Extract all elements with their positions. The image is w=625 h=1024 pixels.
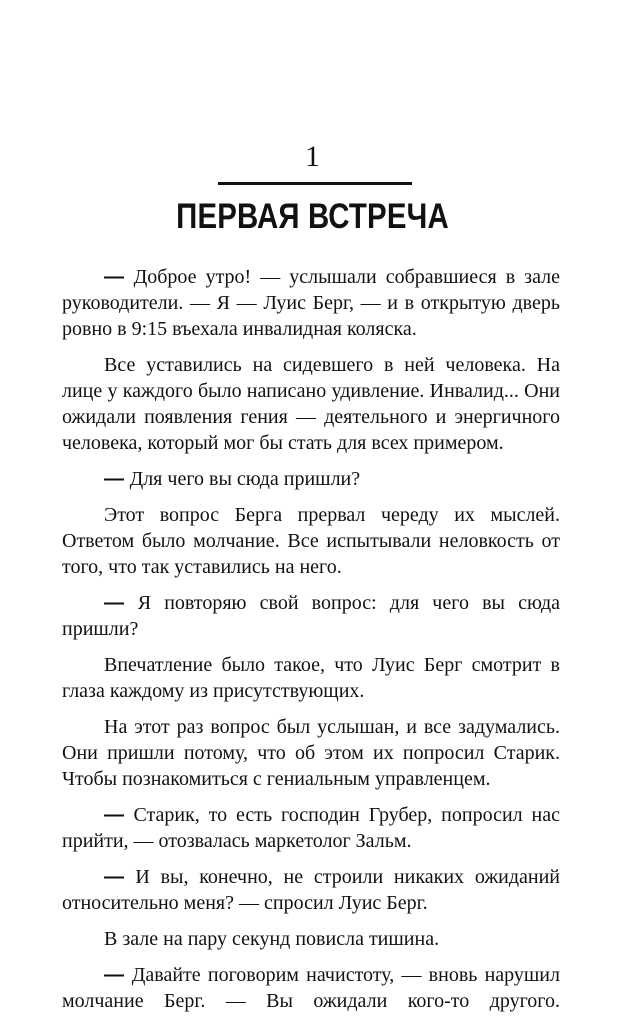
dialogue-dash: — [104,592,138,614]
paragraph [62,590,560,642]
paragraph-text: Доброе утро! — услышали собравшиеся в зале руководители. — Я — Луис Берг, — и в открытую дверь ровно в 9:15 въехала инвалидная коляска. [62,266,560,340]
paragraph [62,714,560,792]
paragraph [62,864,560,916]
paragraph [62,652,560,704]
paragraph-text: Этот вопрос Берга прервал череду их мыслей. Ответом было молчание. Все испытывали неловкость от того, что так уставились на него. [62,504,560,578]
paragraph-text: Старик, то есть господин Грубер, попросил нас прийти, — отозвалась маркетолог Зальм. [62,804,560,852]
dialogue-dash: — [104,266,134,288]
paragraph [62,926,560,952]
paragraph [62,962,560,1014]
dialogue-dash: — [104,866,136,888]
paragraph-text: Впечатление было такое, что Луис Берг смотрит в глаза каждому из присутствующих. [62,654,560,702]
chapter-body [62,264,560,1024]
dialogue-dash: — [104,804,134,826]
paragraph-text: И вы, конечно, не строили никаких ожиданий относительно меня? — спросил Луис Берг. [62,866,561,914]
paragraph [62,466,560,492]
paragraph-text: Для чего вы сюда пришли? [129,468,361,490]
paragraph [62,352,560,456]
paragraph-text: Давайте поговорим начистоту, — вновь нарушил молчание Берг. — Вы ожидали кого-то другого. [62,964,560,1012]
paragraph-text: На этот раз вопрос был услышан, и все задумались. Они пришли потому, что об этом их попросил Старик. Чтобы познакомиться с гениальным управленцем. [62,716,560,790]
chapter-divider [218,182,412,185]
dialogue-dash: — [104,468,130,490]
chapter-number: 1 [305,140,320,173]
paragraph [62,502,560,580]
paragraph-text: Я повторяю свой вопрос: для чего вы сюда пришли? [62,592,560,640]
paragraph-text: Все уставились на сидевшего в ней человека. На лице у каждого было написано удивление. Инвалид... Они ожидали появления гения — деятельного и энергичного человека, который мог бы стать для всех примером. [62,354,560,454]
dialogue-dash: — [104,964,132,986]
paragraph-text: В зале на пару секунд повисла тишина. [104,928,440,950]
paragraph [62,264,560,342]
paragraph [62,802,560,854]
chapter-title: ПЕРВАЯ ВСТРЕЧА [176,197,449,236]
